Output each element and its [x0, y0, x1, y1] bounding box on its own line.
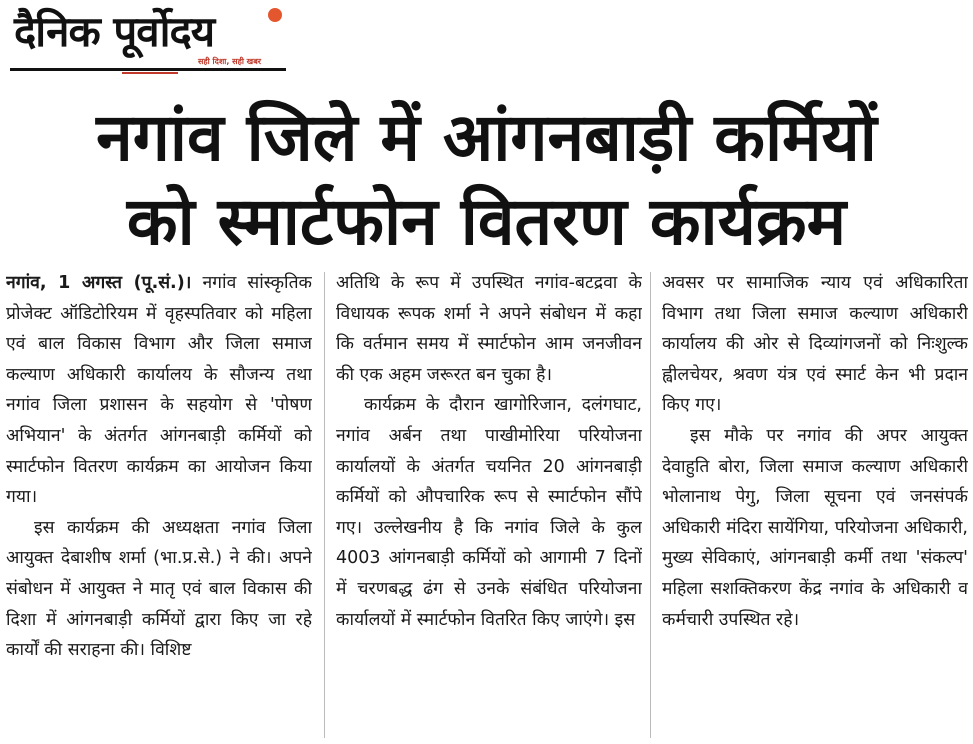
headline-line-2: को स्मार्टफोन वितरण कार्यक्रम — [126, 183, 847, 260]
dateline: नगांव, 1 अगस्त (पू.सं.)। — [6, 273, 192, 293]
paragraph-3-continued: अवसर पर सामाजिक न्याय एवं अधिकारिता विभाग तथा जिला समाज कल्याण अधिकारी कार्यालय की ओर से दिव्यांगजनों को निःशुल्क ह्वीलचेयर, श्रवण यंत्र एवं स्मार्ट केन भी प्रदान किए गए। — [662, 273, 968, 416]
masthead — [10, 4, 286, 74]
article-column-1 — [6, 268, 312, 742]
article-headline — [0, 96, 973, 264]
paragraph-1-text: नगांव सांस्कृतिक प्रोजेक्ट ऑडिटोरियम में वृहस्पतिवार को महिला एवं बाल विकास विभाग और जिला समाज कल्याण अधिकारी कार्यालय के सौजन्य तथा नगांव जिला प्रशासन के सहयोग से 'पोषण अभियान' के अंतर्गत आंगनबाड़ी कर्मियों को स्मार्टफोन वितरण कार्यक्रम का आयोजन किया गया। — [6, 273, 312, 508]
paragraph-3: कार्यक्रम के दौरान खागोरिजान, दलंगघाट, नगांव अर्बन तथा पाखीमोरिया परियोजना कार्यालयों के अंतर्गत चयनित 20 आंगनबाड़ी कर्मियों को औपचारिक रूप से स्मार्टफोन सौंपे गए। उल्लेखनीय है कि नगांव जिले के कुल 4003 आंगनबाड़ी कर्मियों को आगामी 7 दिनों में चरणबद्ध ढंग से उनके संबंधित परियोजना कार्यालयों में स्मार्टफोन वितरित किए जाएंगे। इस — [336, 395, 642, 630]
newspaper-tagline: सही दिशा, सही खबर — [198, 57, 262, 66]
newspaper-logo: दैनिक पूर्वोदय — [14, 7, 215, 56]
column-divider — [650, 272, 651, 738]
headline-line-1: नगांव जिले में आंगनबाड़ी कर्मियों — [96, 99, 877, 176]
article-column-2 — [336, 268, 642, 742]
paragraph-2-continued: अतिथि के रूप में उपस्थित नगांव-बटद्रवा के विधायक रूपक शर्मा ने अपने संबोधन में कहा कि वर्तमान समय में स्मार्टफोन आम जनजीवन की एक अहम जरूरत बन चुका है। — [336, 273, 642, 385]
article-body — [6, 268, 968, 742]
paragraph-4: इस मौके पर नगांव की अपर आयुक्त देवाहुति बोरा, जिला समाज कल्याण अधिकारी भोलानाथ पेगु, जिला सूचना एवं जनसंपर्क अधिकारी मंदिरा सायेंगिया, परियोजना अधिकारी, मुख्य सेविकाएं, आंगनबाड़ी कर्मी तथा 'संकल्प' महिला सशक्तिकरण केंद्र नगांव के अधिकारी व कर्मचारी उपस्थित रहे। — [662, 425, 968, 630]
column-divider — [324, 272, 325, 738]
paragraph-2: इस कार्यक्रम की अध्यक्षता नगांव जिला आयुक्त देबाशीष शर्मा (भा.प्र.से.) ने की। अपने संबोधन में आयुक्त ने मातृ एवं बाल विकास की दिशा में आंगनबाड़ी कर्मियों द्वारा किए जा रहे कार्यों की सराहना की। विशिष्ट — [6, 517, 312, 661]
logo-dot-icon — [268, 8, 282, 22]
article-column-3 — [662, 268, 968, 742]
masthead-accent-rule — [122, 72, 178, 74]
paragraph-1 — [6, 268, 312, 513]
masthead-rule — [10, 68, 286, 71]
